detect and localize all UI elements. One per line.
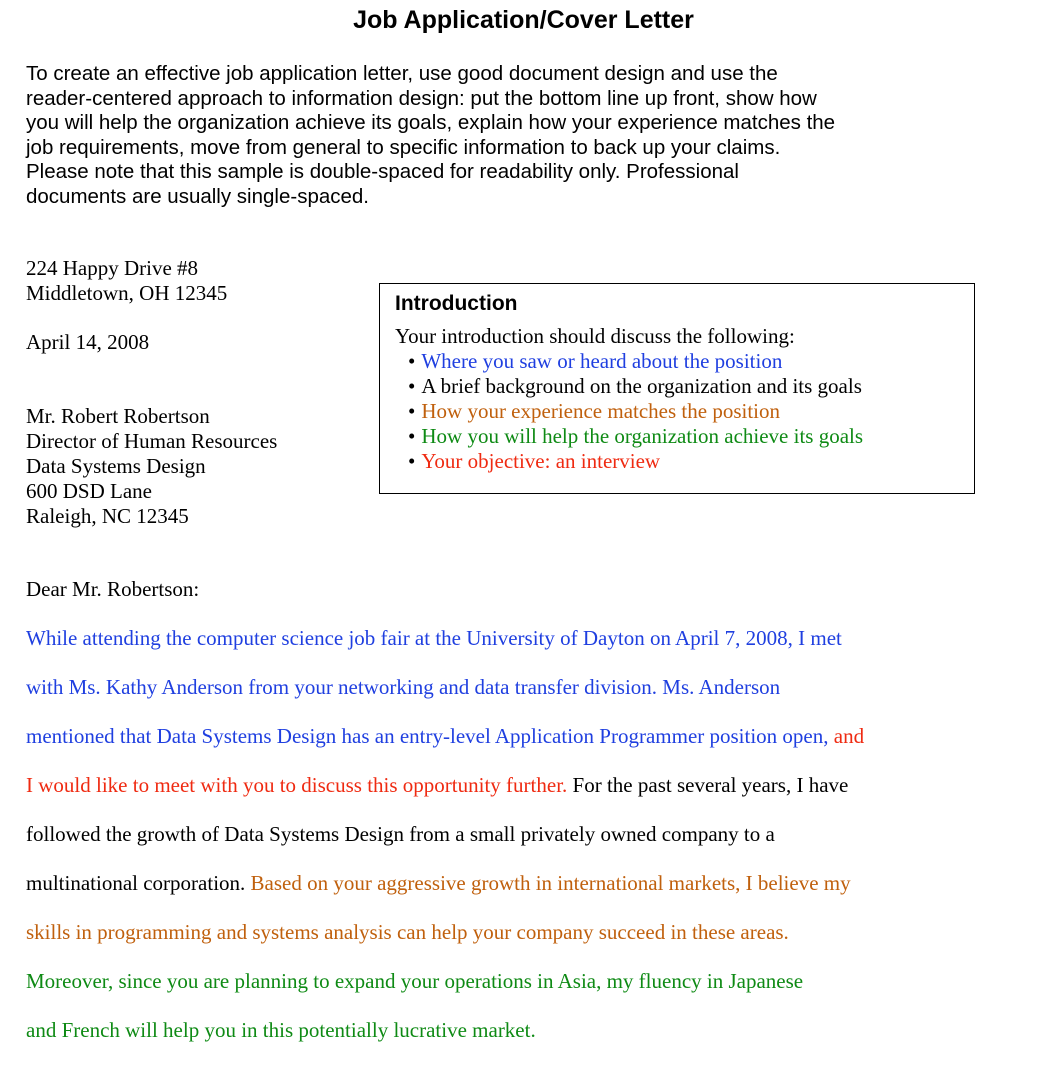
callout-list [408, 349, 863, 474]
body-segment: skills in programming and systems analysis can help your company succeed in these areas. [26, 920, 789, 944]
sender-city: Middletown, OH 12345 [26, 281, 228, 305]
body-line [26, 624, 1036, 673]
salutation: Dear Mr. Robertson: [26, 577, 200, 601]
sender-address [26, 256, 227, 306]
body-line [26, 673, 1036, 722]
letter-body-paragraph [26, 624, 1036, 1065]
callout-item-text: Your objective: an interview [421, 449, 661, 473]
body-line [26, 1016, 1036, 1065]
body-segment: Based on your aggressive growth in international markets, I believe my [245, 871, 851, 895]
callout-heading: Introduction [395, 292, 518, 315]
bullet-icon: • [408, 374, 416, 398]
callout-item [408, 399, 863, 424]
callout-item-text: Where you saw or heard about the position [421, 349, 783, 373]
callout-item [408, 449, 863, 474]
body-line [26, 967, 1036, 1016]
instructions-line: documents are usually single-spaced. [26, 184, 369, 208]
callout-lead: Your introduction should discuss the following: [395, 324, 795, 348]
bullet-icon: • [408, 349, 416, 373]
body-segment: with Ms. Kathy Anderson from your networking and data transfer division. Ms. Anderson [26, 675, 781, 699]
instructions-paragraph [26, 62, 1026, 209]
callout-item-text: How you will help the organization achieve its goals [421, 424, 864, 448]
body-line [26, 722, 1036, 771]
body-segment: I would like to meet with you to discuss this opportunity further. [26, 773, 568, 797]
instructions-line: To create an effective job application letter, use good document design and use the [26, 62, 778, 85]
page-title: Job Application/Cover Letter [353, 6, 694, 34]
recipient-name: Mr. Robert Robertson [26, 404, 210, 428]
body-segment: multinational corporation. [26, 871, 246, 895]
bullet-icon: • [408, 424, 416, 448]
recipient-street: 600 DSD Lane [26, 479, 152, 503]
introduction-callout-box [379, 283, 975, 494]
body-segment: and French will help you in this potentially lucrative market. [26, 1018, 536, 1042]
letter-date: April 14, 2008 [26, 330, 150, 354]
callout-item [408, 374, 863, 399]
body-segment: followed the growth of Data Systems Design from a small privately owned company to a [26, 822, 775, 846]
callout-item-text: A brief background on the organization and its goals [421, 374, 862, 398]
callout-item-text: How your experience matches the position [421, 399, 780, 423]
callout-item [408, 349, 863, 374]
body-line [26, 820, 1036, 869]
body-segment: For the past several years, I have [567, 773, 849, 797]
instructions-line: you will help the organization achieve its goals, explain how your experience matches the [26, 111, 836, 134]
bullet-icon: • [408, 399, 416, 423]
recipient-address [26, 404, 277, 529]
body-line [26, 869, 1036, 918]
callout-item [408, 424, 863, 449]
instructions-line: Please note that this sample is double-spaced for readability only. Professional [26, 160, 739, 183]
recipient-title: Director of Human Resources [26, 429, 278, 453]
body-segment: While attending the computer science job fair at the University of Dayton on April 7, 2008, I met [26, 626, 842, 650]
body-segment: and [828, 724, 865, 748]
bullet-icon: • [408, 449, 416, 473]
recipient-city: Raleigh, NC 12345 [26, 504, 189, 528]
recipient-company: Data Systems Design [26, 454, 206, 478]
body-segment: Moreover, since you are planning to expand your operations in Asia, my fluency in Japanese [26, 969, 804, 993]
body-segment: mentioned that Data Systems Design has an entry-level Application Programmer position open, [26, 724, 829, 748]
body-line [26, 918, 1036, 967]
body-line [26, 771, 1036, 820]
instructions-line: job requirements, move from general to specific information to back up your claims. [26, 135, 781, 159]
instructions-line: reader-centered approach to information design: put the bottom line up front, show how [26, 86, 817, 110]
sender-street: 224 Happy Drive #8 [26, 256, 199, 280]
